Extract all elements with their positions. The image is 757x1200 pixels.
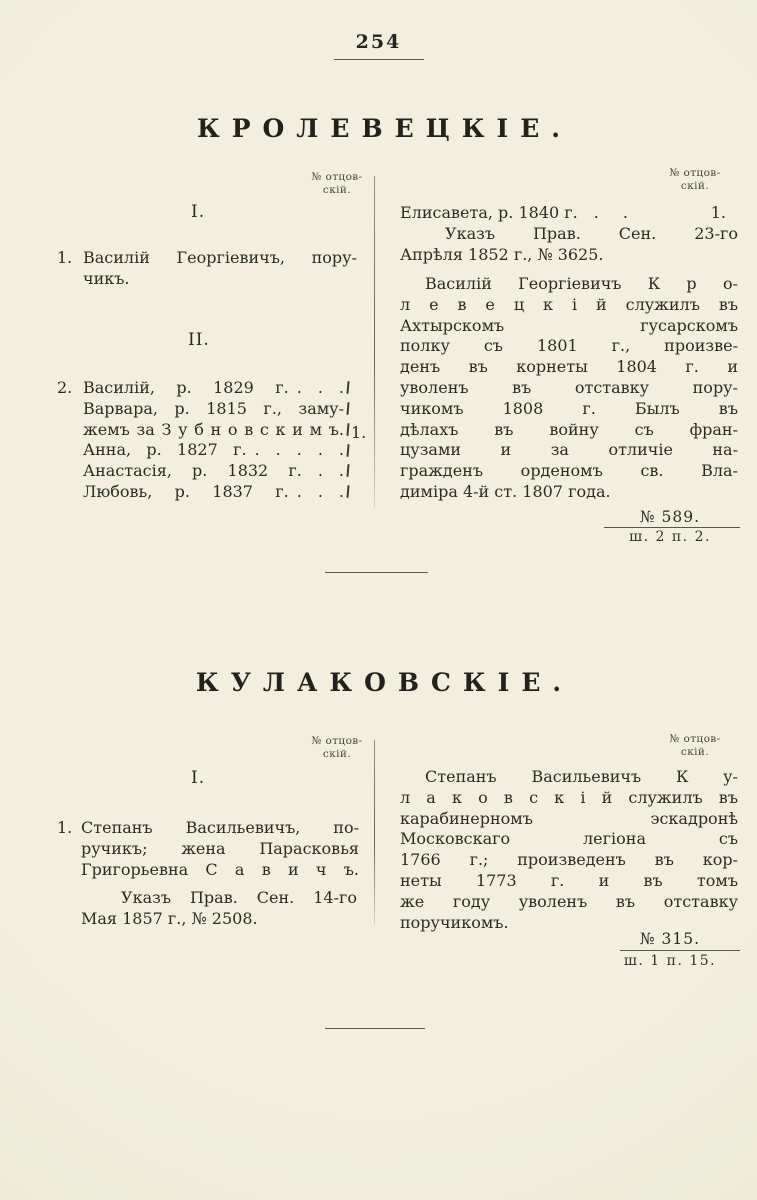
para-line: денъ въ корнеты 1804 г. и: [400, 357, 738, 377]
left-column-header: [303, 735, 371, 761]
para-line: карабинерномъ эскадронѣ: [400, 808, 738, 828]
father-ref-number: 1.: [710, 203, 726, 222]
biography-paragraph-krolevetskiy: [400, 274, 738, 503]
para-line: полку съ 1801 г., произве-: [400, 336, 738, 356]
entry-line: Григорьевна С а в и ч ъ.: [81, 859, 359, 879]
children-list: [83, 378, 344, 503]
para-line: поручикомъ.: [400, 912, 509, 932]
father-ref-number: 1.: [351, 423, 367, 442]
entry-line: Василій Георгіевичъ, пору-: [83, 248, 357, 267]
daughter-line: Елисавета, р. 1840 г. . .: [400, 203, 628, 222]
record-rule: [620, 950, 740, 951]
para-line: л а к о в с к і й служилъ въ: [400, 787, 738, 807]
ukaz-line: Указъ Прав. Сен. 14-го: [121, 888, 357, 907]
col-header-line2: скій.: [322, 184, 352, 196]
record-rule: [604, 527, 740, 528]
generation-numeral-1: I.: [191, 768, 206, 788]
section-divider: [325, 1028, 425, 1029]
col-header-line2: скій.: [322, 748, 352, 760]
page-number: 254: [355, 31, 402, 53]
para-line: диміра 4-й ст. 1807 года.: [400, 481, 611, 501]
brace-tick: [346, 485, 349, 498]
page-number-rule: [334, 59, 424, 60]
para-line: чикомъ 1808 г. Былъ въ: [400, 398, 738, 418]
entry-number: 1.: [57, 818, 73, 837]
shelf-mark: ш. 1 п. 15.: [623, 953, 717, 969]
para-line: неты 1773 г. и въ томъ: [400, 870, 738, 890]
child-line: Варвара, р. 1815 г., заму-: [83, 398, 344, 418]
right-column-header: [653, 167, 737, 193]
para-line: л е в е ц к і й служилъ въ: [400, 294, 738, 314]
left-column-header: [303, 171, 371, 197]
entry-line: чикъ.: [83, 268, 130, 288]
section-heading-kulakovskie: КУЛАКОВСКІЕ.: [195, 668, 574, 697]
child-line: Анастасія, р. 1832 г. . .: [83, 461, 344, 481]
col-header-line1: № отцов-: [669, 733, 721, 745]
para-line: уволенъ въ отставку пору-: [400, 377, 738, 397]
ukaz-line: Апрѣля 1852 г., № 3625.: [400, 245, 604, 264]
entry-line: ручикъ; жена Парасковья: [81, 838, 359, 858]
daughter-elisaveta-row: [400, 203, 726, 224]
section-heading-krolevetskie: КРОЛЕВЕЦКІЕ.: [196, 114, 573, 143]
para-line: дѣлахъ въ войну съ фран-: [400, 419, 738, 439]
para-line: Степанъ Васильевичъ К у-: [425, 767, 738, 786]
para-line: же году уволенъ въ отставку: [400, 891, 738, 911]
record-number: № 315.: [639, 930, 701, 948]
para-line: Московскаго легіона съ: [400, 829, 738, 849]
brace-tick: [346, 464, 349, 477]
brace-tick: [346, 402, 349, 415]
para-line: цузами и за отличіе на-: [400, 440, 738, 460]
entry-stepan-vasilievich: [81, 818, 359, 880]
right-column-header: [653, 733, 737, 759]
ukaz-line: Мая 1857 г., № 2508.: [81, 909, 258, 928]
entry-number: 2.: [57, 378, 73, 397]
generation-numeral-1: I.: [191, 202, 206, 222]
biography-paragraph-kulakovskiy: [400, 767, 738, 933]
para-line: Василій Георгіевичъ К р о-: [425, 274, 738, 293]
record-number: № 589.: [639, 508, 701, 526]
para-line: Ахтырскомъ гусарскомъ: [400, 315, 738, 335]
column-divider-rule: [374, 176, 375, 508]
col-header-line1: № отцов-: [311, 735, 363, 747]
column-divider-rule: [374, 740, 375, 925]
col-header-line2: скій.: [680, 746, 710, 758]
brace-tick: [346, 444, 349, 457]
para-line: гражденъ орденомъ св. Вла-: [400, 461, 738, 481]
col-header-line2: скій.: [680, 180, 710, 192]
col-header-line1: № отцов-: [311, 171, 363, 183]
para-line: 1766 г.; произведенъ въ кор-: [400, 850, 738, 870]
child-line: Василій, р. 1829 г. . . .: [83, 378, 344, 397]
brace-tick: [346, 381, 349, 394]
brace-tick: [346, 423, 349, 436]
ukaz-line: Указъ Прав. Сен. 23-го: [445, 224, 738, 243]
generation-numeral-2: II.: [188, 330, 210, 350]
child-line: Любовь, р. 1837 г. . . .: [83, 481, 344, 501]
entry-number: 1.: [57, 248, 73, 267]
col-header-line1: № отцов-: [669, 167, 721, 179]
shelf-mark: ш. 2 п. 2.: [629, 529, 711, 545]
section-divider: [325, 572, 428, 573]
child-line: Анна, р. 1827 г. . . . . .: [83, 440, 344, 460]
entry-line: Степанъ Васильевичъ, по-: [81, 818, 359, 837]
child-line: жемъ за З у б н о в с к и м ъ.: [83, 419, 344, 439]
entry-vasiliy-georgievich: [83, 248, 357, 290]
